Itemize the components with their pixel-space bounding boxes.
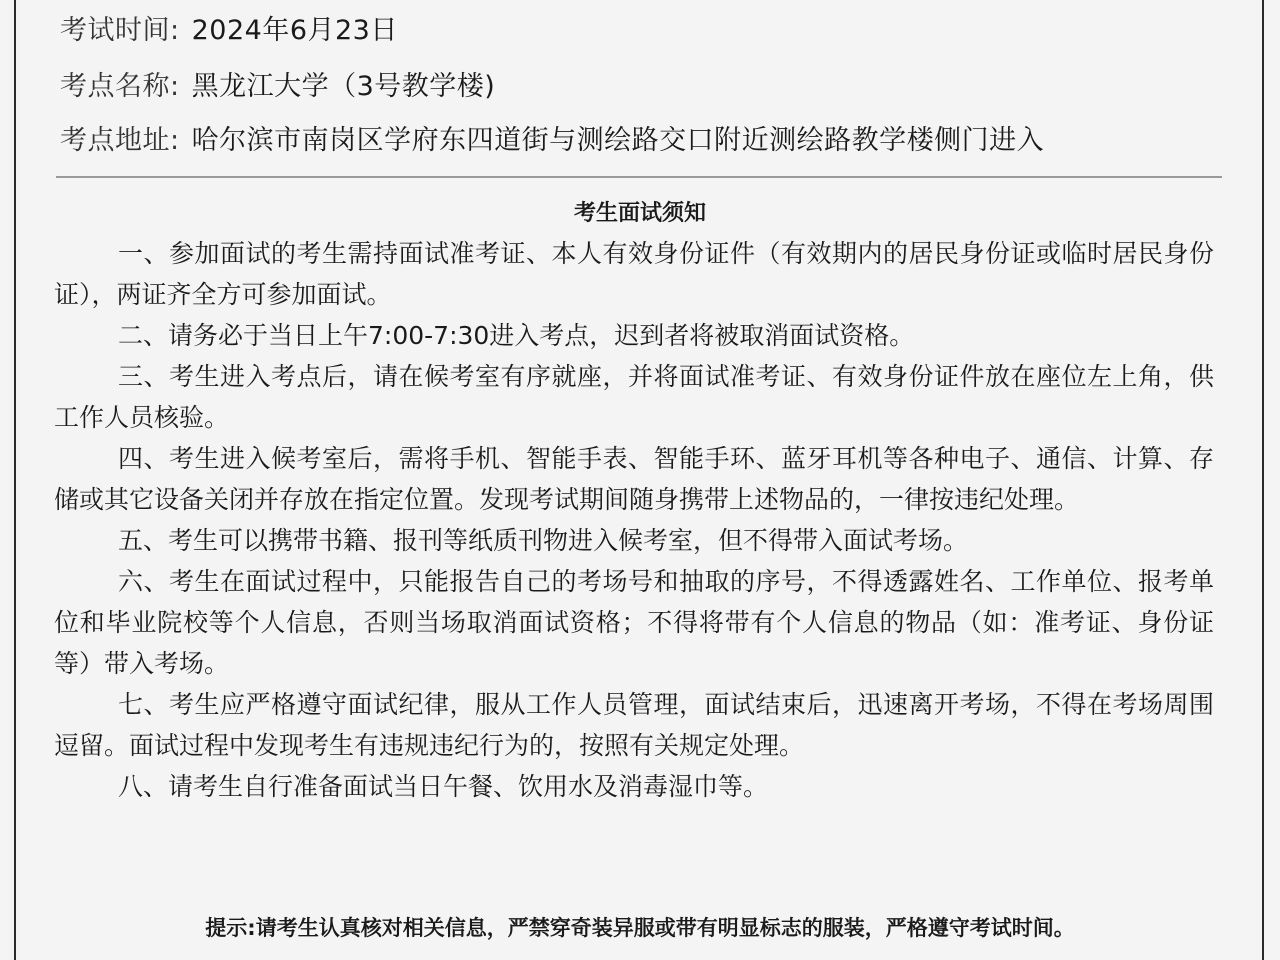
- notice-item: 八、请考生自行准备面试当日午餐、饮用水及消毒湿巾等。: [118, 772, 769, 801]
- notice-item: 七、考生应严格遵守面试纪律，服从工作人员管理，面试结束后，迅速离开考场，不得在考场周围逗留。面试过程中发现考生有违规违纪行为的，按照有关规定处理。: [54, 690, 1214, 760]
- exam-time-label: 考试时间:: [60, 15, 180, 46]
- exam-address-value: 哈尔滨市南岗区学府东四道街与测绘路交口附近测绘路教学楼侧门进入: [191, 125, 1045, 156]
- section-divider: [56, 176, 1222, 178]
- notice-item: 一、参加面试的考生需持面试准考证、本人有效身份证件（有效期内的居民身份证或临时居民身份证），两证齐全方可参加面试。: [54, 239, 1214, 309]
- notice-item: 六、考生在面试过程中，只能报告自己的考场号和抽取的序号，不得透露姓名、工作单位、报考单位和毕业院校等个人信息，否则当场取消面试资格；不得将带有个人信息的物品（如：准考证、身份证等）带入考场。: [54, 567, 1214, 678]
- notice-item: 五、考生可以携带书籍、报刊等纸质刊物进入候考室，但不得带入面试考场。: [118, 526, 969, 555]
- left-border-line: [14, 0, 16, 960]
- exam-site-row: [60, 64, 495, 103]
- notice-title: 考生面试须知: [573, 201, 706, 226]
- exam-address-label: 考点地址:: [60, 125, 180, 156]
- exam-time-row: [60, 8, 398, 47]
- exam-time-value: 2024年6月23日: [191, 15, 398, 46]
- notice-item: 四、考生进入候考室后，需将手机、智能手表、智能手环、蓝牙耳机等各种电子、通信、计算、存储或其它设备关闭并存放在指定位置。发现考试期间随身携带上述物品的，一律按违纪处理。: [54, 444, 1214, 514]
- exam-address-row: [60, 118, 1044, 157]
- footer-hint: 提示:请考生认真核对相关信息，严禁穿奇装异服或带有明显标志的服装，严格遵守考试时间。: [205, 916, 1075, 940]
- notice-body: [54, 233, 1214, 807]
- exam-site-label: 考点名称:: [60, 71, 180, 102]
- exam-site-value: 黑龙江大学（3号教学楼): [191, 71, 496, 102]
- notice-item: 二、请务必于当日上午7:00-7:30进入考点，迟到者将被取消面试资格。: [118, 321, 915, 350]
- right-border-line: [1262, 0, 1264, 960]
- notice-item: 三、考生进入考点后，请在候考室有序就座，并将面试准考证、有效身份证件放在座位左上角，供工作人员核验。: [54, 362, 1214, 432]
